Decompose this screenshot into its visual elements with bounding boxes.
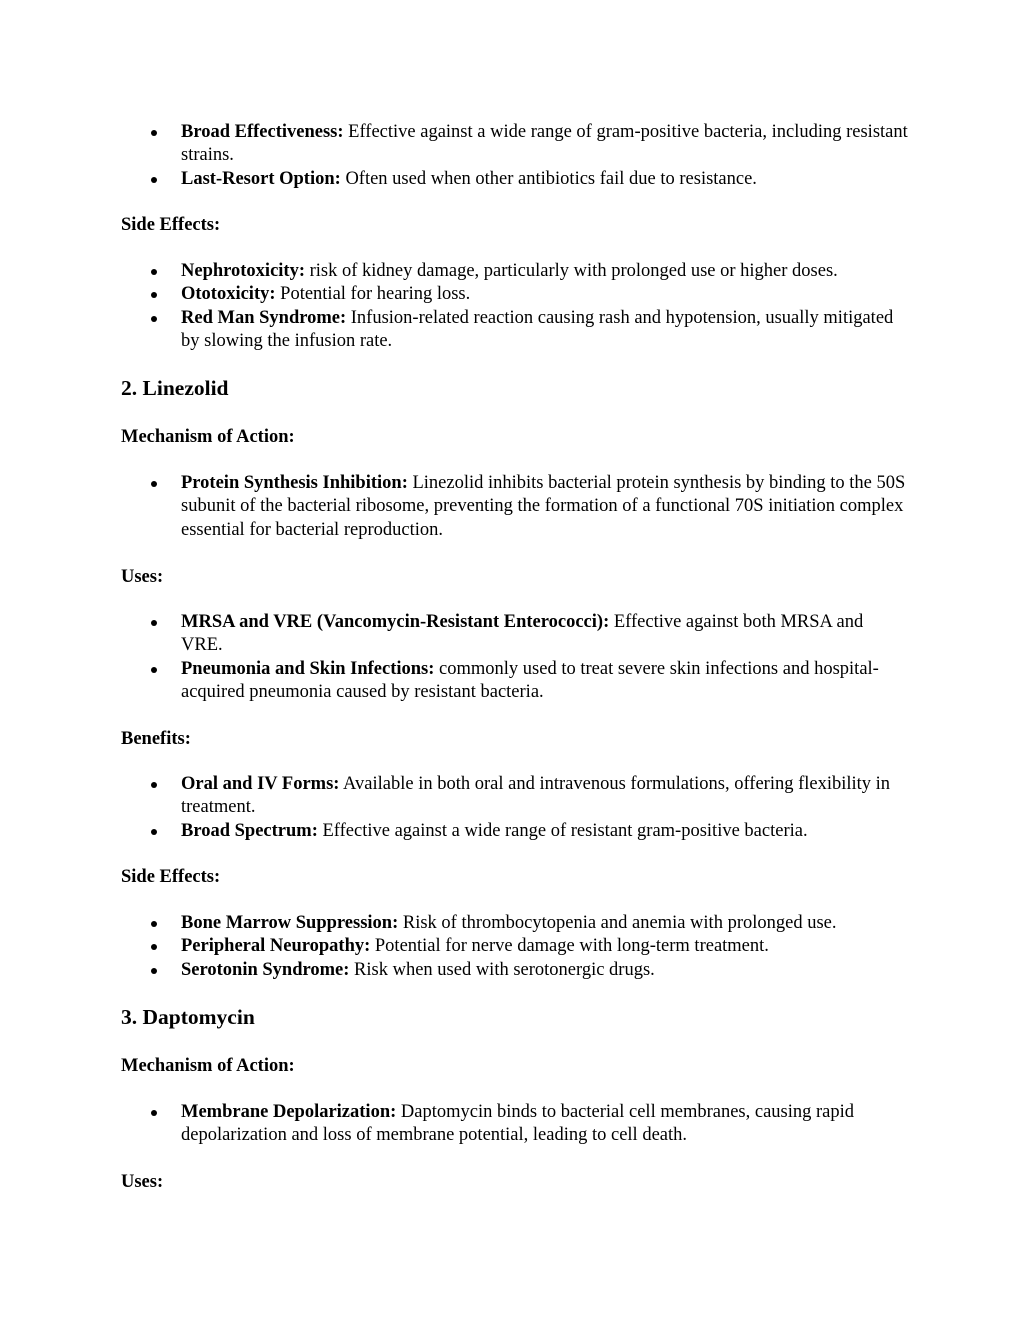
item-lead: Red Man Syndrome: [181,307,347,328]
item-text: risk of kidney damage, particularly with prolonged use or higher doses. [305,261,838,281]
list-item [0,283,1024,306]
item-lead: Serotonin Syndrome: [181,959,350,980]
item-text: Often used when other antibiotics fail due to resistance. [340,168,757,189]
item-lead: Ototoxicity: [181,284,276,305]
list-item [0,773,1024,820]
item-lead: Membrane Depolarization: [181,1102,397,1122]
item-lead: MRSA and VRE (Vancomycin-Resistant Enterococci): [181,612,610,632]
section-label: Uses: [121,1172,164,1192]
list-item [0,121,1024,168]
linezolid-mechanism-list [0,472,1024,542]
item-text: Potential for nerve damage with long-term treatment. [370,936,769,957]
list-item [0,1101,1024,1148]
item-lead: Broad Spectrum: [181,820,318,841]
item-lead: Nephrotoxicity: [181,261,305,281]
daptomycin-mechanism-list [0,1101,1024,1148]
section-label: Mechanism of Action: [121,1056,295,1076]
section-heading: 2. Linezolid [121,376,229,400]
section-label: Mechanism of Action: [121,427,295,447]
item-lead: Protein Synthesis Inhibition: [181,473,408,493]
section-heading: 3. Daptomycin [121,1005,255,1029]
item-lead: Last-Resort Option: [181,168,341,189]
section-label: Benefits: [121,729,191,749]
list-item [0,959,1024,982]
section-label: Side Effects: [121,867,221,887]
vancomycin-side-effects-list [0,260,1024,353]
list-item [0,935,1024,958]
item-text: Effective against a wide range of resistant gram-positive bacteria. [317,820,808,841]
item-text: Available in both oral and intravenous formulations, offering flexibility in treatment. [181,774,891,818]
list-item [0,912,1024,935]
item-text: commonly used to treat severe skin infections and hospital-acquired pneumonia caused by resistant bacteria. [181,658,879,702]
list-item [0,307,1024,354]
item-lead: Oral and IV Forms: [181,774,340,794]
item-text: Effective against a wide range of gram-positive bacteria, including resistant strains. [181,122,908,166]
item-text: Linezolid inhibits bacterial protein synthesis by binding to the 50S subunit of the bacterial ribosome, preventing the formation of a functional 70S initiation complex essential for bacterial reproduction. [181,473,906,540]
linezolid-side-effects-list [0,912,1024,982]
item-text: Risk when used with serotonergic drugs. [349,959,655,980]
item-lead: Broad Effectiveness: [181,122,344,142]
linezolid-benefits-list [0,773,1024,843]
list-item [0,658,1024,705]
section-label: Side Effects: [121,215,221,235]
item-lead: Bone Marrow Suppression: [181,913,399,933]
list-item [0,820,1024,843]
item-text: Potential for hearing loss. [275,284,471,305]
item-lead: Peripheral Neuropathy: [181,936,371,957]
list-item [0,472,1024,542]
vancomycin-benefits-list [0,121,1024,191]
item-text: Risk of thrombocytopenia and anemia with prolonged use. [398,913,837,933]
item-text: Infusion-related reaction causing rash and hypotension, usually mitigated by slowing the infusion rate. [181,307,894,351]
list-item [0,611,1024,658]
item-text: Effective against both MRSA and VRE. [181,612,864,656]
item-text: Daptomycin binds to bacterial cell membranes, causing rapid depolarization and loss of membrane potential, leading to cell death. [181,1102,855,1146]
section-label: Uses: [121,567,164,587]
list-item [0,260,1024,283]
list-item [0,168,1024,191]
item-lead: Pneumonia and Skin Infections: [181,658,435,679]
linezolid-uses-list [0,611,1024,704]
